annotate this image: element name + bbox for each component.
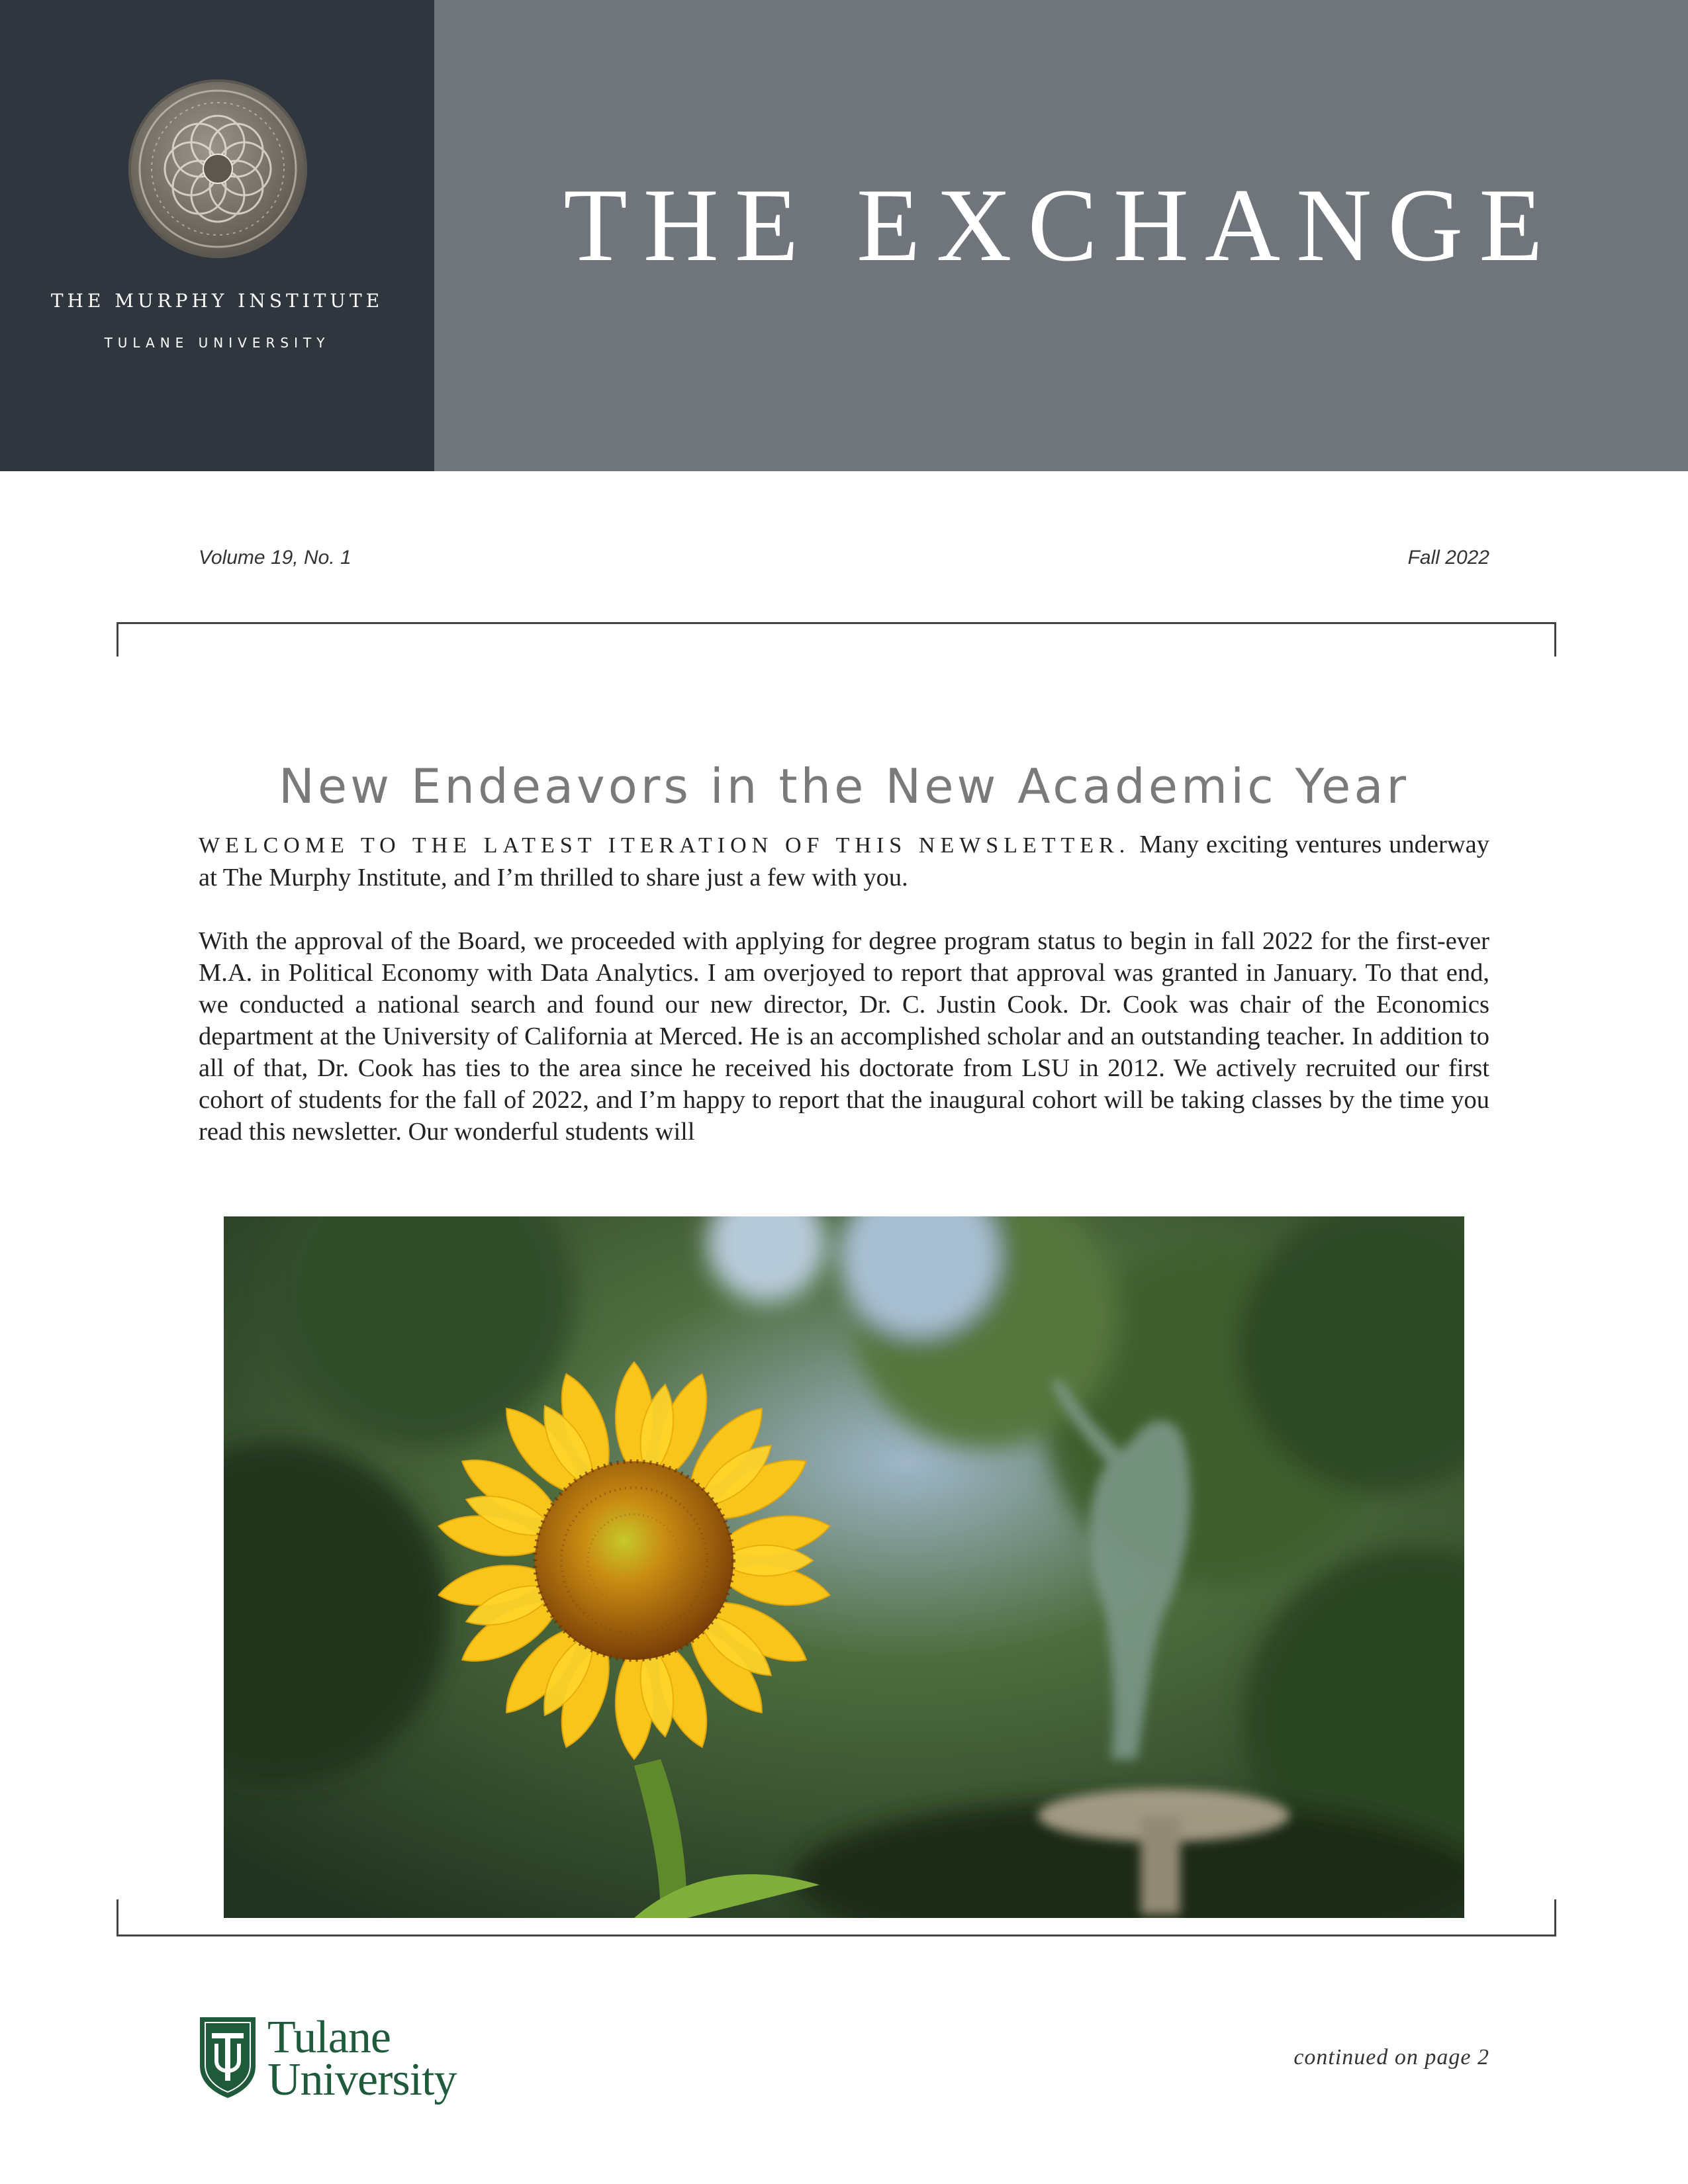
intro-text: Many exciting ventures underway at The Murphy Institute, and I’m thrilled to share just a few with you. [199, 831, 1489, 891]
article-body [199, 829, 1489, 1179]
lead-in: WELCOME TO THE LATEST ITERATION OF THIS NEWSLETTER. [199, 833, 1131, 858]
institute-seal-icon [128, 79, 307, 258]
university-name: TULANE UNIVERSITY [104, 335, 330, 351]
newsletter-title: THE EXCHANGE [563, 167, 1559, 283]
issue-volume: Volume 19, No. 1 [199, 547, 352, 569]
paragraph-program: With the approval of the Board, we proceeded with applying for degree program status to begin in fall 2022 for the first-ever M.A. in Political Economy with Data Analytics. I am overjoyed to report that approval was granted in January. To that end, we conducted a national search and found our new director, Dr. C. Justin Cook. Dr. Cook was chair of the Economics department at the University of California at Merced. He is an accomplished scholar and an outstanding teacher. In addition to all of that, Dr. Cook has ties to the area since he received his doctorate from LSU in 2012. We actively recruited our first cohort of students for the fall of 2022, and I’m happy to report that the inaugural cohort will be taking classes by the time you read this newsletter. Our wonderful students will [199, 927, 1489, 1146]
tulane-logo [197, 2012, 475, 2107]
article-headline: New Endeavors in the New Academic Year [278, 758, 1410, 815]
tulane-shield-icon [197, 2015, 258, 2099]
institute-name: THE MURPHY INSTITUTE [50, 290, 384, 312]
paragraph-intro [199, 829, 1489, 893]
issue-season: Fall 2022 [1407, 547, 1489, 569]
logo-word-tulane: Tulane [267, 2012, 391, 2063]
sunflower-photo [224, 1216, 1464, 1918]
masthead-brand-panel [0, 0, 434, 471]
frame-bracket-bottom [117, 1899, 1556, 1936]
logo-word-university: University [267, 2054, 457, 2105]
continued-note: continued on page 2 [1293, 2045, 1489, 2070]
frame-bracket-top [117, 622, 1556, 657]
